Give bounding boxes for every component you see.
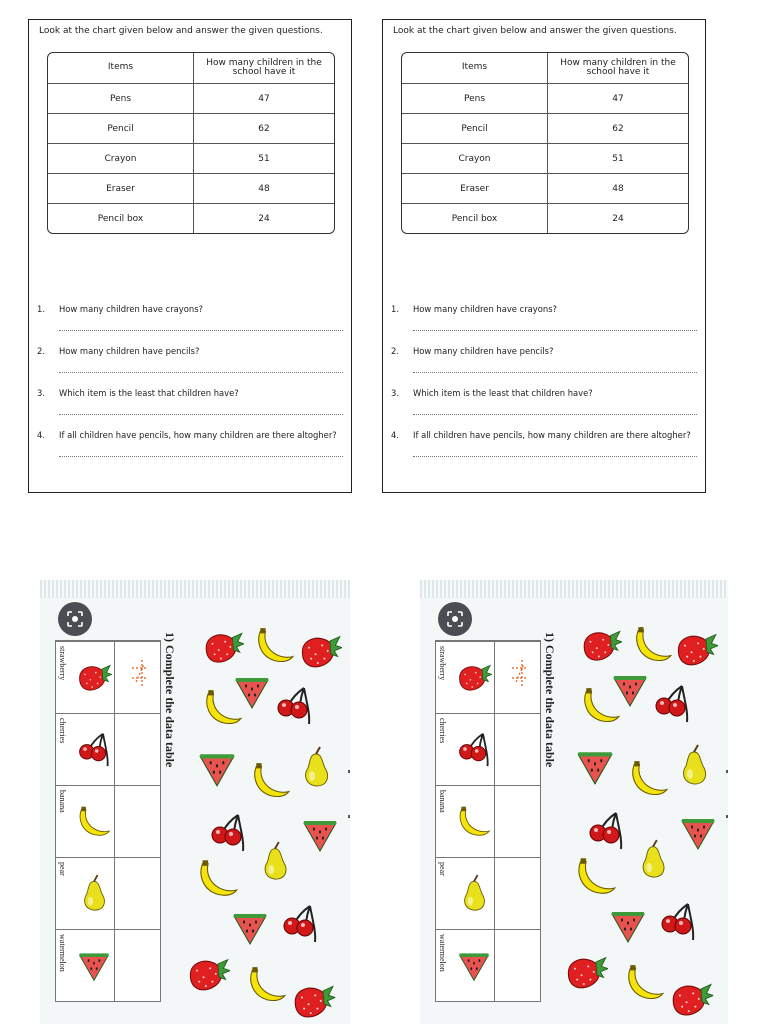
item-cell: Pencil: [48, 114, 194, 144]
items-table: [401, 52, 689, 234]
count-cell: 51: [548, 144, 689, 174]
answer-line[interactable]: [59, 330, 343, 331]
watermelon-icon: [196, 748, 238, 790]
table-row: [436, 929, 540, 1002]
table-row: [48, 114, 334, 144]
table-header-row: [48, 53, 334, 84]
cherries-icon: [280, 902, 320, 946]
question-text: How many children have pencils?: [413, 346, 554, 356]
question-number: 1.: [37, 304, 45, 314]
item-cell: Eraser: [402, 174, 548, 204]
fruit-name: strawberry: [58, 646, 67, 681]
answer-line[interactable]: [59, 372, 343, 373]
count-cell: 24: [548, 204, 689, 234]
fruit-name-cell: [58, 718, 72, 782]
worksheet-instruction: Look at the chart given below and answer the given questions.: [393, 26, 677, 36]
tally-mark-icon: [510, 658, 530, 688]
question-item: [391, 300, 697, 342]
banana-icon: [250, 758, 292, 804]
cherries-icon: [456, 730, 492, 770]
pear-icon: [634, 834, 672, 886]
answer-line[interactable]: [59, 456, 343, 457]
fruit-name-cell: [58, 934, 72, 998]
cherries-icon: [208, 810, 248, 856]
pear-icon: [256, 836, 294, 888]
question-item: [37, 300, 343, 342]
answer-line[interactable]: [413, 414, 697, 415]
fruit-name: cherries: [438, 718, 447, 744]
watermelon-icon: [678, 812, 718, 854]
sheet-heading: 1) Complete the data table: [543, 632, 557, 768]
cherries-icon: [652, 682, 692, 726]
item-cell: Pens: [402, 84, 548, 114]
answer-line[interactable]: [413, 456, 697, 457]
question-number: 4.: [37, 430, 45, 440]
table-row: [56, 713, 160, 786]
question-list: [391, 300, 697, 468]
header-items: Items: [48, 53, 194, 84]
count-cell: 47: [194, 84, 335, 114]
watermelon-icon: [300, 814, 340, 856]
table-row: [56, 641, 160, 714]
fruit-sheet-left: [40, 580, 350, 1024]
worksheet-right: [382, 19, 706, 493]
header-count: How many children in the school have it: [548, 53, 689, 84]
fruit-name-cell: [438, 646, 452, 710]
table-row: [436, 857, 540, 930]
watermelon-icon: [608, 906, 648, 946]
count-cell: 24: [194, 204, 335, 234]
item-cell: Pencil box: [48, 204, 194, 234]
answer-line[interactable]: [413, 372, 697, 373]
banana-icon: [76, 802, 112, 842]
fruit-name: watermelon: [58, 934, 67, 972]
lens-icon[interactable]: [58, 602, 92, 636]
item-cell: Pens: [48, 84, 194, 114]
table-row: [436, 785, 540, 858]
items-table: [47, 52, 335, 234]
edge-mark: [726, 770, 728, 773]
fruit-name: pear: [438, 862, 447, 876]
question-number: 3.: [37, 388, 45, 398]
question-text: Which item is the least that children have?: [59, 388, 239, 398]
question-item: [391, 426, 697, 468]
banana-icon: [456, 802, 492, 842]
tally-mark-icon: [130, 658, 150, 688]
strawberry-icon: [298, 632, 342, 672]
question-item: [37, 342, 343, 384]
question-number: 3.: [391, 388, 399, 398]
question-list: [37, 300, 343, 468]
table-row: [402, 174, 688, 204]
lens-icon[interactable]: [438, 602, 472, 636]
count-cell: 62: [548, 114, 689, 144]
question-item: [391, 384, 697, 426]
question-text: Which item is the least that children have?: [413, 388, 593, 398]
fruit-name: banana: [438, 790, 447, 813]
count-cell: 47: [548, 84, 689, 114]
question-number: 2.: [391, 346, 399, 356]
table-row: [56, 929, 160, 1002]
table-row: [402, 144, 688, 174]
cherries-icon: [658, 900, 698, 944]
question-number: 4.: [391, 430, 399, 440]
answer-line[interactable]: [59, 414, 343, 415]
header-count: How many children in the school have it: [194, 53, 335, 84]
item-cell: Pencil box: [402, 204, 548, 234]
strawberry-icon: [290, 982, 336, 1022]
count-cell: 48: [194, 174, 335, 204]
strawberry-icon: [564, 952, 608, 994]
strawberry-icon: [456, 658, 492, 698]
fruit-name-cell: [438, 790, 452, 854]
item-cell: Eraser: [48, 174, 194, 204]
banana-icon: [580, 682, 622, 730]
count-cell: 62: [194, 114, 335, 144]
table-row: [48, 174, 334, 204]
sheet-heading: 1) Complete the data table: [163, 632, 177, 768]
pear-icon: [674, 740, 714, 792]
edge-mark: [348, 815, 350, 818]
header-items: Items: [402, 53, 548, 84]
banana-icon: [246, 962, 288, 1008]
table-row: [402, 84, 688, 114]
strawberry-icon: [202, 628, 244, 668]
fruit-sheet-right: [420, 580, 728, 1024]
item-cell: Crayon: [48, 144, 194, 174]
fruit-name-cell: [58, 646, 72, 710]
fruit-name: strawberry: [438, 646, 447, 681]
question-text: If all children have pencils, how many children are there altogher?: [59, 430, 337, 440]
banana-icon: [624, 960, 666, 1006]
table-row: [402, 114, 688, 144]
question-text: If all children have pencils, how many children are there altogher?: [413, 430, 691, 440]
strawberry-icon: [76, 658, 112, 698]
fruit-name-cell: [58, 862, 72, 926]
pear-icon: [456, 874, 492, 914]
fruit-name: cherries: [58, 718, 67, 744]
pear-icon: [76, 874, 112, 914]
banana-icon: [628, 756, 670, 802]
cherries-icon: [274, 684, 314, 728]
cherries-icon: [76, 730, 112, 770]
table-row: [48, 84, 334, 114]
table-row: [436, 713, 540, 786]
table-row: [56, 785, 160, 858]
question-item: [391, 342, 697, 384]
table-row: [402, 204, 688, 234]
table-header-row: [402, 53, 688, 84]
strawberry-icon: [668, 980, 714, 1020]
count-cell: 48: [548, 174, 689, 204]
pear-icon: [296, 742, 336, 794]
banana-icon: [632, 624, 674, 666]
banana-icon: [254, 625, 296, 667]
table-row: [48, 204, 334, 234]
item-cell: Crayon: [402, 144, 548, 174]
watermelon-icon: [76, 946, 112, 986]
question-number: 1.: [391, 304, 399, 314]
item-cell: Pencil: [402, 114, 548, 144]
count-cell: 51: [194, 144, 335, 174]
cherries-icon: [586, 808, 626, 854]
edge-mark: [348, 770, 350, 773]
fruit-name: pear: [58, 862, 67, 876]
fruit-data-table: [55, 640, 161, 1002]
edge-mark: [726, 815, 728, 818]
question-item: [37, 384, 343, 426]
strawberry-icon: [186, 954, 230, 996]
fruit-name-cell: [438, 934, 452, 998]
strawberry-icon: [580, 626, 622, 666]
top-strip: [420, 580, 728, 598]
fruit-name: watermelon: [438, 934, 447, 972]
fruit-name-cell: [438, 862, 452, 926]
worksheet-left: [28, 19, 352, 493]
answer-line[interactable]: [413, 330, 697, 331]
table-row: [436, 641, 540, 714]
table-row: [56, 857, 160, 930]
fruit-name-cell: [438, 718, 452, 782]
question-text: How many children have pencils?: [59, 346, 200, 356]
worksheet-instruction: Look at the chart given below and answer the given questions.: [39, 26, 323, 36]
fruit-data-table: [435, 640, 541, 1002]
strawberry-icon: [674, 630, 718, 670]
question-item: [37, 426, 343, 468]
banana-icon: [196, 854, 240, 904]
table-row: [48, 144, 334, 174]
fruit-name: banana: [58, 790, 67, 813]
fruit-name-cell: [58, 790, 72, 854]
top-strip: [40, 580, 350, 598]
watermelon-icon: [574, 746, 616, 788]
banana-icon: [574, 852, 618, 902]
banana-icon: [202, 684, 244, 732]
question-number: 2.: [37, 346, 45, 356]
question-text: How many children have crayons?: [413, 304, 558, 314]
question-text: How many children have crayons?: [59, 304, 204, 314]
watermelon-icon: [456, 946, 492, 986]
watermelon-icon: [230, 908, 270, 948]
